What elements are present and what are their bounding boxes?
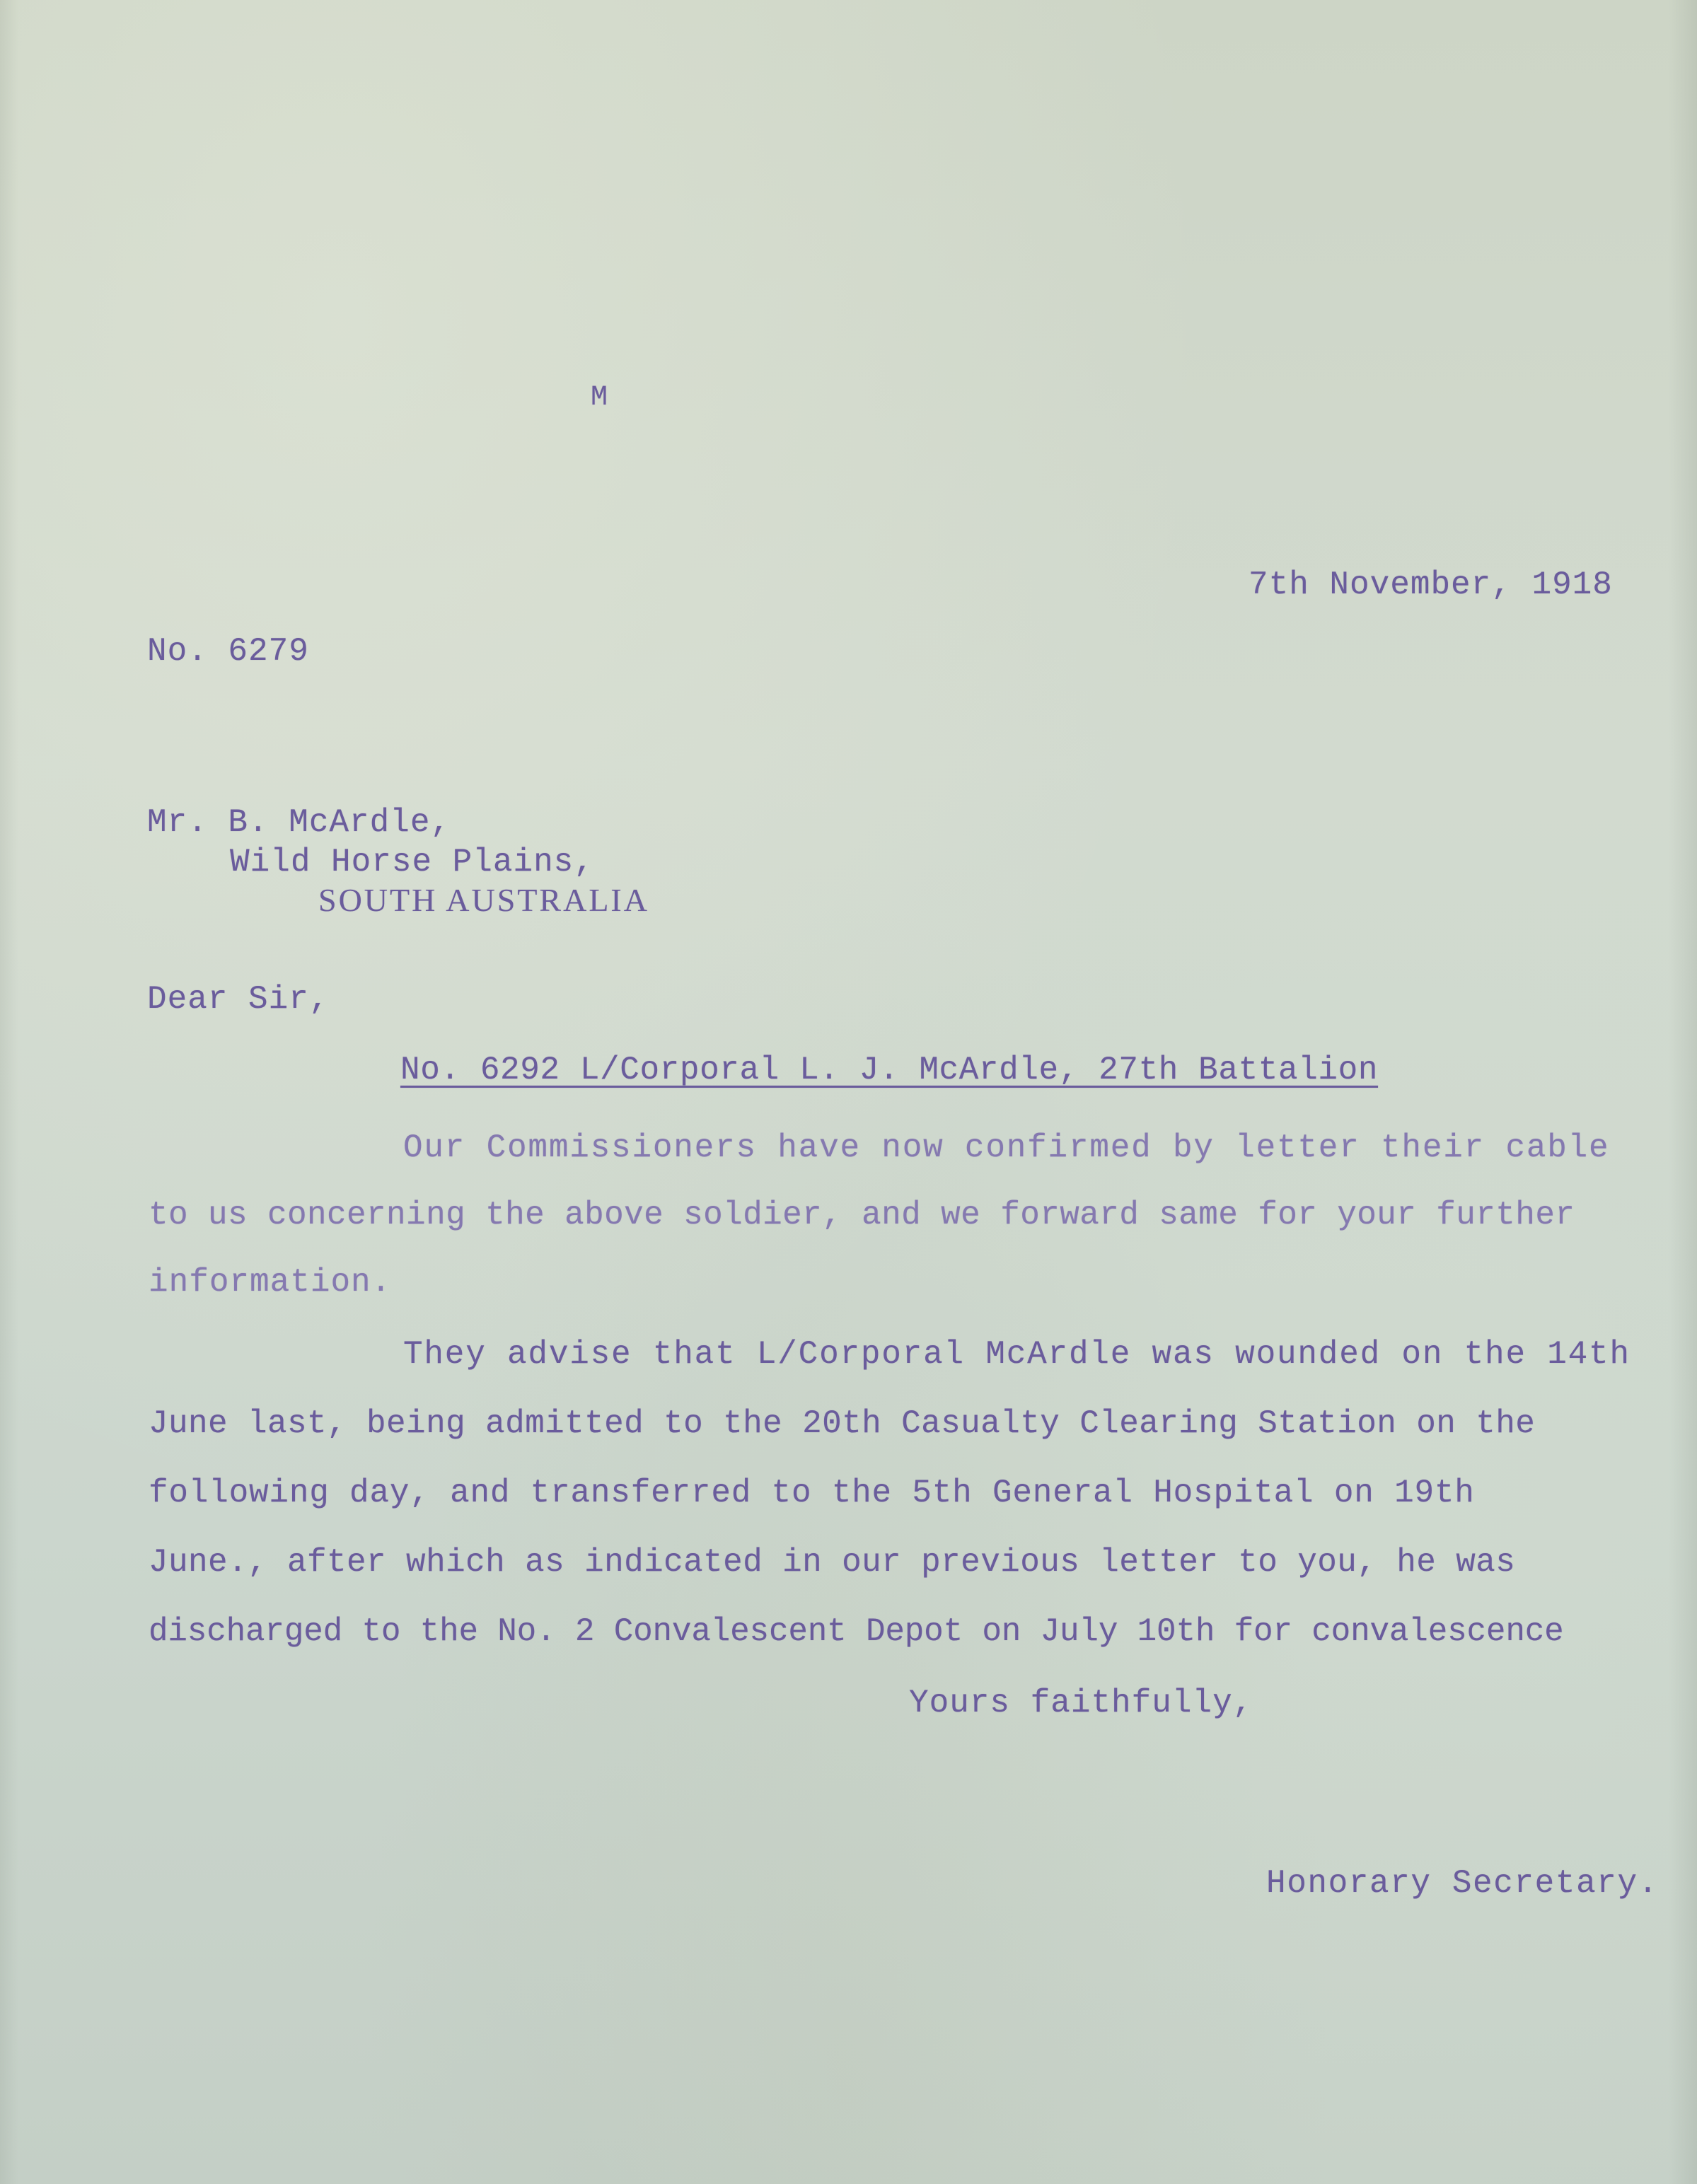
- paragraph-2-line-5: discharged to the No. 2 Convalescent Depot on July 10th for convalescence: [149, 1613, 1564, 1650]
- reference-number: No. 6279: [147, 633, 309, 670]
- paragraph-1-line-3: information.: [149, 1264, 392, 1301]
- addressee-name: Mr. B. McArdle,: [147, 804, 451, 841]
- paper-left-edge: [0, 0, 18, 2184]
- subject-line: No. 6292 L/Corporal L. J. McArdle, 27th Battalion: [400, 1052, 1379, 1088]
- addressee-state: SOUTH AUSTRALIA: [318, 882, 649, 918]
- file-mark: M: [591, 382, 609, 414]
- paragraph-1-line-1: Our Commissioners have now confirmed by letter their cable: [403, 1129, 1610, 1166]
- paragraph-1-line-2: to us concerning the above soldier, and we forward same for your further: [149, 1197, 1575, 1233]
- paragraph-2-line-4: June., after which as indicated in our previous letter to you, he was: [149, 1544, 1516, 1581]
- paper-right-edge: [1669, 0, 1697, 2184]
- addressee-town: Wild Horse Plains,: [230, 844, 594, 881]
- paragraph-2-line-3: following day, and transferred to the 5th General Hospital on 19th: [149, 1475, 1475, 1511]
- salutation: Dear Sir,: [147, 981, 330, 1018]
- paragraph-2-line-1: They advise that L/Corporal McArdle was wounded on the 14th: [403, 1336, 1631, 1373]
- signature-title: Honorary Secretary.: [1266, 1865, 1659, 1902]
- closing: Yours faithfully,: [909, 1685, 1253, 1721]
- paragraph-2-line-2: June last, being admitted to the 20th Casualty Clearing Station on the: [149, 1405, 1536, 1442]
- letter-date: 7th November, 1918: [1249, 567, 1613, 603]
